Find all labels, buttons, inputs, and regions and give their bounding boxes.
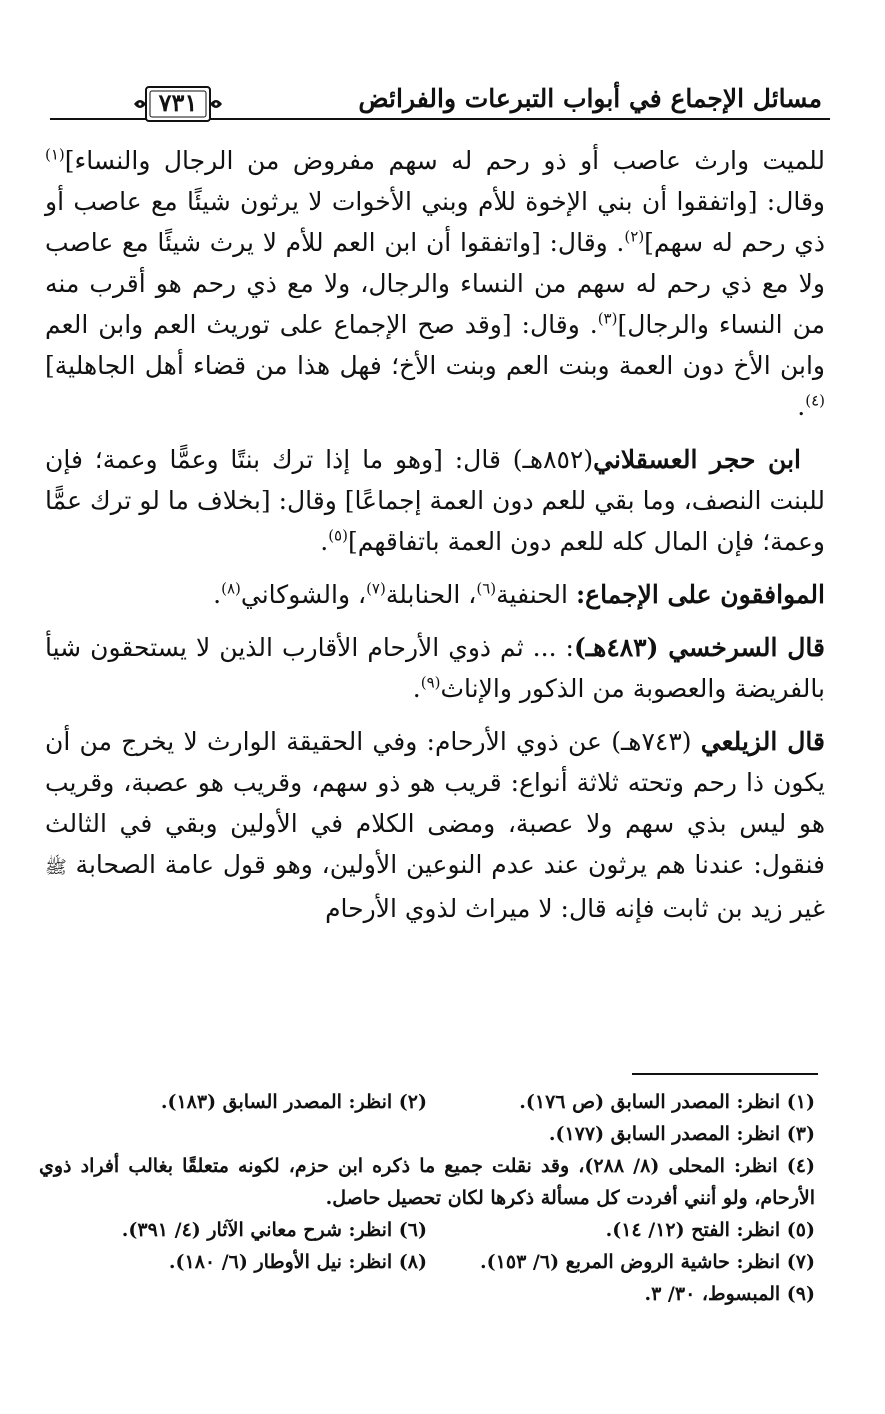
paragraph-ibn-hazm xyxy=(45,140,825,427)
footnote-ref: (١) xyxy=(45,145,65,164)
text-run: للميت وارث عاصب أو ذو رحم له سهم مفروض من الرجال والنساء] xyxy=(64,146,825,175)
page-header xyxy=(40,78,830,128)
text-run: . وقال: [واتفقوا أن ابن العم للأم لا يرث شيئًا مع عاصب ولا مع ذي رحم له سهم من النساء والرجال، ولا مع ذي رحم هو أقرب منه من النساء والرجال] xyxy=(45,228,825,339)
footnote-ref: (٥) xyxy=(328,526,348,545)
footnote-ref: (٢) xyxy=(624,227,645,246)
text-run: غير زيد بن ثابت فإنه قال: لا ميراث لذوي الأرحام xyxy=(325,894,825,923)
paragraph-sarakhsi xyxy=(45,627,825,709)
text-run: : ... ثم ذوي الأرحام الأقارب الذين لا يستحقون شيأ بالفريضة والعصوبة من الذكور والإناث xyxy=(45,633,825,703)
footnote-8: (٨) انظر: نيل الأوطار (٦/ ١٨٠). xyxy=(168,1251,427,1273)
footnote-5: (٥) انظر: الفتح (١٢/ ١٤). xyxy=(605,1219,815,1241)
text-run: (٨٥٢هـ) قال: [وهو ما إذا ترك بنتًا وعمًّا وعمة؛ فإن للبنت النصف، وما بقي للعم دون العمة إجماعًا] وقال: [بخلاف ما لو ترك عمًّا وعمة؛ فإن المال كله للعم دون العمة باتفاقهم] xyxy=(45,445,825,556)
text-run: ، والشوكاني xyxy=(240,580,367,609)
footnote-ref: (٦) xyxy=(476,579,497,598)
main-text xyxy=(45,140,825,929)
footnote-row xyxy=(39,1246,815,1278)
footnote-row xyxy=(39,1214,815,1246)
text-run: . وقال: [وقد صح الإجماع على توريث العم وابن العم وابن الأخ دون العمة وبنت العم وبنت الأخ؛ فهل هذا من قضاء أهل الجاهلية] xyxy=(45,310,825,380)
footnote-row xyxy=(39,1150,815,1214)
page-number: ٧٣١ xyxy=(158,88,198,117)
footnote-4: (٤) انظر: المحلى (٨/ ٢٨٨)، وقد نقلت جميع ما ذكره ابن حزم، لكونه متعلقًا بغالب أفراد ذوي الأرحام، ولو أنني أفردت كل مسألة ذكرها لكان تحصيل حاصل. xyxy=(39,1155,815,1209)
text-run: . xyxy=(412,674,421,703)
paragraph-ibn-hajar xyxy=(45,439,825,562)
footnote-1: (١) انظر: المصدر السابق (ص ١٧٦). xyxy=(519,1091,815,1113)
section-label: الموافقون على الإجماع: xyxy=(575,580,825,609)
footnote-7: (٧) انظر: حاشية الروض المربع (٦/ ١٥٣). xyxy=(480,1251,815,1273)
footnote-ref: (٤) xyxy=(805,391,825,410)
footnote-ref: (٧) xyxy=(366,579,386,598)
scholar-name: قال الزيلعي xyxy=(700,727,825,756)
footnote-separator xyxy=(632,1073,818,1075)
footnote-2: (٢) انظر: المصدر السابق (١٨٣). xyxy=(160,1091,427,1113)
scholar-name: قال السرخسي (٤٨٣هـ) xyxy=(573,633,825,662)
footnote-3: (٣) انظر: المصدر السابق (١٧٧). xyxy=(548,1123,815,1145)
footnote-row xyxy=(39,1118,815,1150)
footnote-ref: (٣) xyxy=(597,309,618,328)
footnote-6: (٦) انظر: شرح معاني الآثار (٤/ ٣٩١). xyxy=(121,1219,427,1241)
footnote-9: (٩) المبسوط، ٣٠/ ٣. xyxy=(644,1283,815,1305)
text-run: (٧٤٣هـ) عن ذوي الأرحام: وفي الحقيقة الوارث لا يخرج من أن يكون ذا رحم وتحته ثلاثة أنواع: قريب هو ذو سهم، وقريب هو عصبة، وقريب هو ليس بذي سهم ولا عصبة، ومضى الكلام في الأولين وبقي في الثالث فنقول: عندنا هم يرثون عند عدم النوعين الأولين، وهو قول عامة الصحابة xyxy=(45,727,825,879)
text-run: . xyxy=(797,392,806,421)
footnote-row xyxy=(39,1278,815,1310)
text-run: . xyxy=(213,580,222,609)
running-title: مسائل الإجماع في أبواب التبرعات والفرائض xyxy=(358,84,822,113)
text-run: الحنفية xyxy=(496,580,576,609)
page-number-badge xyxy=(132,84,224,124)
text-run: . xyxy=(320,527,329,556)
footnote-row xyxy=(39,1086,815,1118)
text-run: ، الحنابلة xyxy=(385,580,477,609)
paragraph-consenters xyxy=(45,574,825,615)
honorific-icon: ﷺ xyxy=(45,857,67,878)
footnote-ref: (٩) xyxy=(420,673,441,692)
paragraph-zaylai xyxy=(45,721,825,929)
scholar-name: ابن حجر العسقلاني xyxy=(593,445,801,474)
footnote-ref: (٨) xyxy=(221,579,241,598)
text-run: وقال: [واتفقوا أن بني الإخوة للأم وبني الأخوات لا يرثون شيئًا مع عاصب أو ذي رحم له سهم] xyxy=(45,187,825,257)
footnotes xyxy=(39,1086,815,1310)
